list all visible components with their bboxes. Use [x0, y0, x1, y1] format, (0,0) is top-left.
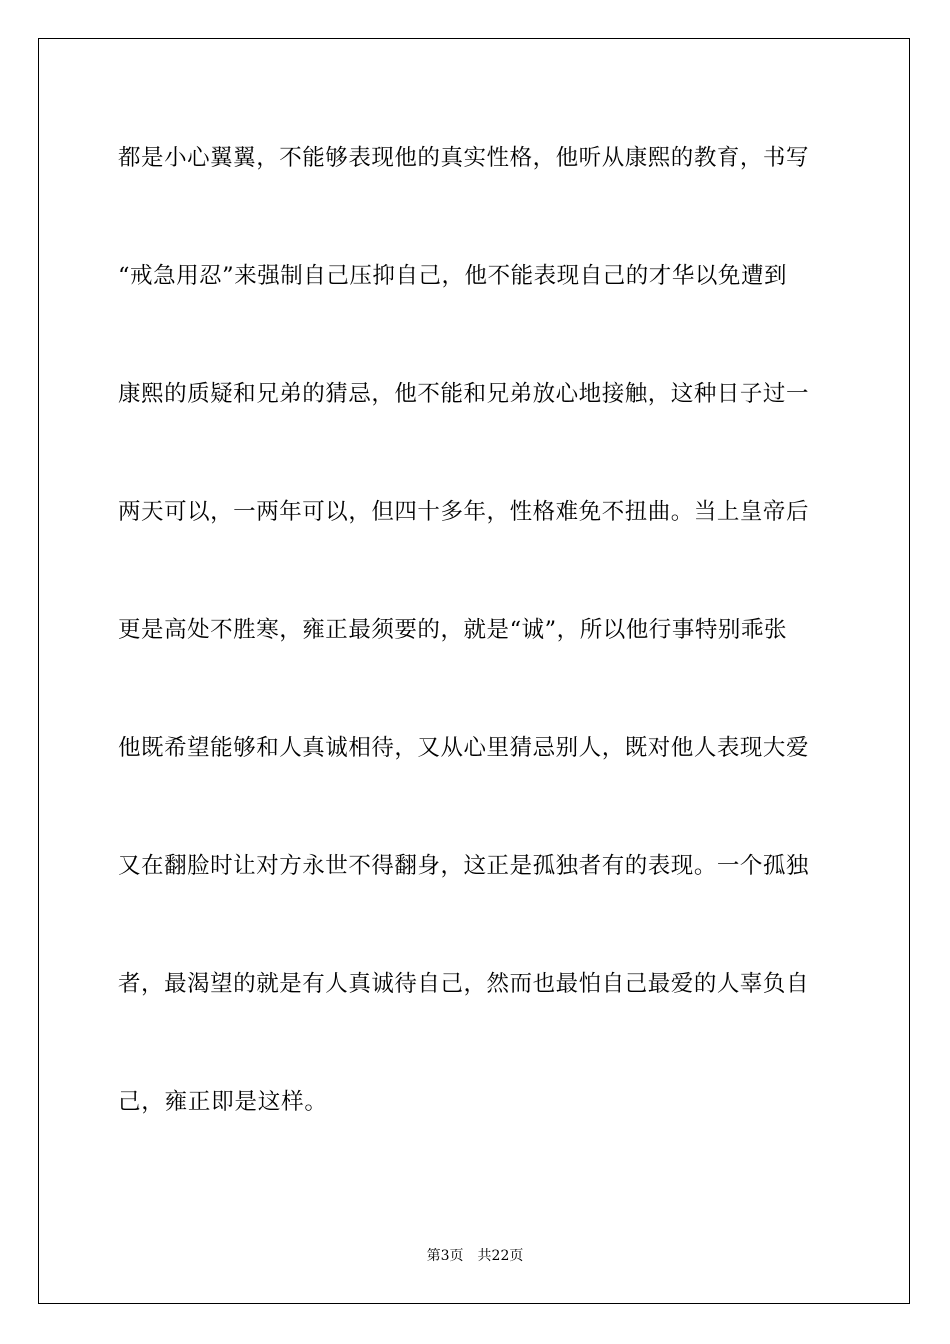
total-pages: 共22页 — [477, 1248, 524, 1264]
document-body — [118, 128, 838, 1132]
text-line-7: 又在翻脸时让对方永世不得翻身，这正是孤独者有的表现。一个孤独 — [118, 853, 810, 879]
text-line-8: 者，最渴望的就是有人真诚待自己，然而也最怕自己最爱的人辜负自 — [118, 971, 810, 997]
text-line-2: “戒急用忍”来强制自己压抑自己，他不能表现自己的才华以免遭到 — [118, 263, 788, 289]
text-line-3: 康熙的质疑和兄弟的猜忌，他不能和兄弟放心地接触，这种日子过一 — [118, 381, 810, 407]
page-number: 第3页 — [426, 1248, 464, 1264]
text-line-9: 己，雍正即是这样。 — [118, 1089, 328, 1115]
text-line-1: 都是小心翼翼，不能够表现他的真实性格，他听从康熙的教育，书写 — [118, 145, 810, 171]
text-line-6: 他既希望能够和人真诚相待，又从心里猜忌别人，既对他人表现大爱 — [118, 735, 810, 761]
page-footer — [0, 1247, 950, 1265]
text-line-5: 更是高处不胜寒，雍正最须要的，就是“诚”，所以他行事特别乖张 — [118, 617, 788, 643]
text-line-4: 两天可以，一两年可以，但四十多年，性格难免不扭曲。当上皇帝后 — [118, 499, 810, 525]
